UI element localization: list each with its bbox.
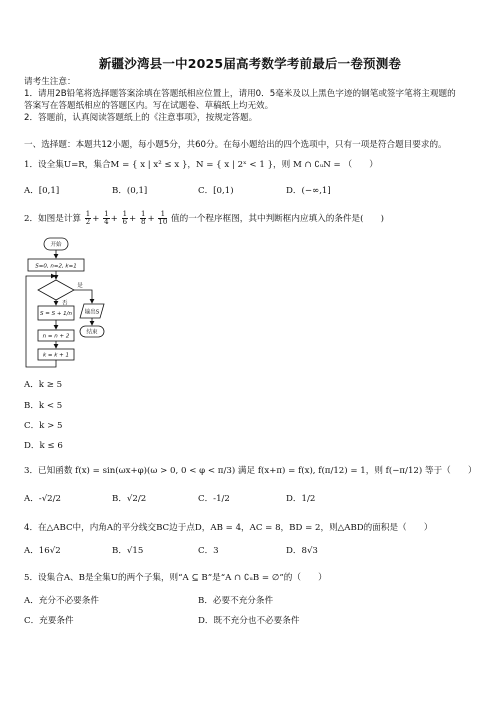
q2-frac-4: $\frac{1}{8}$ (140, 210, 146, 226)
flow-init-label: S=0, n=2, k=1 (35, 263, 77, 270)
flow-update-k-label: k = k + 1 (42, 352, 70, 359)
q1-option-c: C．[0,1) (198, 186, 234, 196)
q1-option-b: B．(0,1] (112, 186, 148, 196)
q4-option-d: D．8√3 (286, 546, 318, 556)
flow-start-label: 开始 (50, 242, 62, 248)
q4-option-c: C．3 (198, 546, 219, 556)
q2-option-d: D．k ≤ 6 (24, 441, 63, 451)
q2-stem-pre: 2．如图是计算 (24, 214, 82, 224)
q2-sign-1: + (92, 214, 100, 224)
q2-option-c: C．k > 5 (24, 421, 63, 431)
flow-update-n-label: n = n + 2 (42, 333, 70, 340)
q5-option-d: D．既不充分也不必要条件 (198, 616, 300, 626)
note-1b: 答案写在答题纸相应的答题区内。写在试题卷、草稿纸上均无效。 (24, 101, 274, 111)
page-title: 新疆沙湾县一中2025届高考数学考前最后一卷预测卷 (98, 56, 402, 71)
q5-stem: 5．设集合A、B是全集U的两个子集，则“A ⊆ B”是“A ∩ ∁ᵤB = ∅”的（ ） (24, 573, 327, 583)
q2-frac-5: $\frac{1}{10}$ (158, 210, 168, 226)
q2-stem-post: 值的一个程序框图，其中判断框内应填入的条件是( ) (171, 214, 385, 224)
q2-frac-1: $\frac{1}{2}$ (85, 210, 91, 226)
q3-option-c: C．-1/2 (198, 494, 230, 504)
q2-sign-3: + (129, 214, 137, 224)
q2-frac-2: $\frac{1}{4}$ (104, 210, 109, 226)
note-2: 2．答题前，认真阅读答题纸上的《注意事项》，按规定答题。 (24, 113, 258, 123)
q4-option-b: B．√15 (112, 546, 144, 556)
flow-update-s-label: S = S + 1/n (39, 311, 73, 317)
flow-decision-node (38, 280, 74, 300)
q5-option-a: A．充分不必要条件 (24, 596, 99, 606)
flow-no-label: 否 (62, 300, 68, 307)
q3-stem: 3．已知函数 f(x) = sin(ωx+φ)(ω > 0, 0 < φ < π/3) 满足 f(x+π) = f(x), f(π/12) = 1，则 f(−π/12) 等于（ ） (24, 466, 477, 476)
q3-option-b: B．√2/2 (112, 494, 147, 504)
q2-option-b: B．k < 5 (24, 401, 63, 411)
q1-option-a: A．[0,1] (24, 186, 60, 196)
q4-option-a: A．16√2 (24, 546, 61, 556)
note-1a: 1．请用2B铅笔将选择题答案涂填在答题纸相应位置上，请用0．5毫米及以上黑色字迹的钢笔或签字笔将主观题的 (24, 89, 456, 99)
section-heading: 一、选择题：本题共12小题，每小题5分，共60分。在每小题给出的四个选项中，只有一项是符合题目要求的。 (24, 140, 447, 150)
q2-option-a: A．k ≥ 5 (24, 380, 63, 390)
notes-header: 请考生注意： (24, 77, 76, 87)
q1-option-d: D．(−∞,1] (286, 186, 331, 196)
q5-option-b: B．必要不充分条件 (198, 596, 274, 606)
q3-option-d: D．1/2 (286, 494, 316, 504)
flow-yes-label: 是 (77, 283, 83, 289)
flow-end-label: 结束 (86, 329, 98, 336)
q2-sign-2: + (110, 214, 118, 224)
q3-option-a: A．-√2/2 (24, 494, 62, 504)
q5-option-c: C．充要条件 (24, 616, 74, 626)
q1-stem: 1．设全集U=R，集合M = { x | x² ≤ x }，N = { x | 2ˣ < 1 }，则 M ∩ ∁ᵤN = （ ） (24, 160, 378, 170)
q2-frac-3: $\frac{1}{6}$ (122, 210, 128, 226)
q2-sign-4: + (147, 214, 155, 224)
q4-stem: 4．在△ABC中，内角A的平分线交BC边于点D，AB = 4，AC = 8，BD = 2，则△ABD的面积是（ ） (24, 523, 433, 533)
flow-output-label: 输出S (84, 309, 100, 316)
